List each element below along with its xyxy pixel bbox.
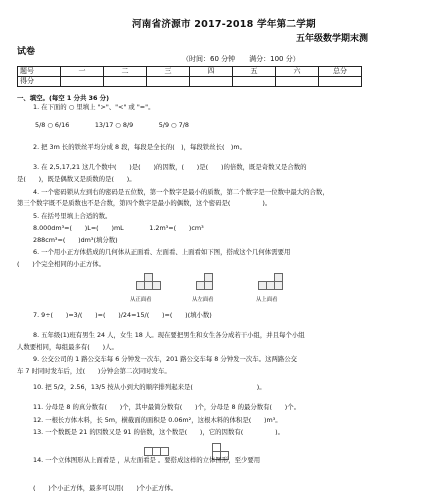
exam-meta: （时间：60 分钟 满分：100 分） (182, 55, 300, 63)
question-line: 5. 在括号里填上合适的数。 (33, 212, 112, 220)
table-cell: 总分 (319, 67, 362, 77)
question-line: 第三个数字既不是质数也不是合数，第四个数字是最小的偶数，这个密码是( )。 (17, 199, 272, 207)
table-cell[interactable] (276, 77, 319, 87)
table-cell[interactable] (104, 77, 147, 87)
score-table-header-row (18, 67, 362, 77)
question-line: 车 7 时同时发车后，过( )分钟会第二次同时发车。 (17, 367, 171, 375)
table-cell[interactable] (61, 77, 104, 87)
table-cell: 一 (61, 67, 104, 77)
figure-label: 从左面看 (192, 297, 214, 303)
question-line: 7. 9÷( )=3/( )=( )/24=15/( )=( )(填小数) (33, 311, 212, 319)
score-table (17, 66, 362, 87)
front-view-figure (136, 272, 166, 290)
question-line: 人数要相同，每组最多有( )人。 (17, 343, 118, 351)
question-line: 是( )，既是偶数又是质数的是( )。 (17, 175, 136, 183)
table-cell: 五 (233, 67, 276, 77)
table-cell: 四 (190, 67, 233, 77)
table-cell[interactable] (147, 77, 190, 87)
exam-subtitle-2: 试卷 (17, 47, 36, 57)
figure-label: 从上面看 (256, 297, 278, 303)
table-cell: 二 (104, 67, 147, 77)
left-view-figure (196, 272, 226, 290)
question-line: 13. 一个数既是 21 的因数又是 91 的倍数，这个数是( )，它的因数有( )。 (33, 428, 285, 436)
table-cell: 三 (147, 67, 190, 77)
table-cell[interactable] (190, 77, 233, 87)
table-cell: 得分 (18, 77, 61, 87)
table-cell[interactable] (319, 77, 362, 87)
question-line: 4. 一个密码锁从左到右的密码是五位数，第一个数字是最小的质数，第二个数字是一位数中最大的合数， (33, 188, 329, 196)
figure-label: 从正面看 (130, 297, 152, 303)
score-table-score-row (18, 77, 362, 87)
question-line: 8. 五年级(1)班有男生 24 人，女生 18 人。现在要把男生和女生各分成若干小组，并且每个小组 (33, 331, 305, 339)
question-line: ( )个小正方体，最多可以用( )个小正方体。 (33, 484, 178, 492)
question-line: 6. 一个用小正方体搭成的几何体从正面看、左面看、上面看如下图，搭成这个几何体需要用 (33, 248, 291, 256)
question-line: 9. 公交公司的 1 路公交车每 6 分钟发一次车，201 路公交车每 8 分钟发一次车。这两路公交 (33, 355, 298, 363)
top-view-figure (258, 272, 288, 290)
section-heading: 一、填空。(每空 1 分共 36 分) (17, 94, 109, 102)
question-line: 12. 一根长方体木料，长 5m，横截面的面积是 0.06m²，这根木料的体积是( )m³。 (33, 416, 282, 424)
question-line: 10. 把 5/2，2.56，13/5 按从小到大的顺序排列起来是( )。 (33, 383, 266, 391)
question-line: 1. 在下面的 ○ 里填上 ">"、"<" 或 "="。 (33, 103, 155, 111)
question-line: 5/8 ○ 6/16 13/17 ○ 8/9 5/9 ○ 7/8 (35, 121, 189, 129)
question-line: 11. 分母是 8 的真分数有( )个，其中最简分数有( )个，分母是 8 的最分数有( )个。 (33, 403, 301, 411)
table-cell: 六 (276, 67, 319, 77)
exam-title: 河南省济源市 2017-2018 学年第二学期 (132, 19, 316, 30)
question-line: ( )个完全相同的小正方体。 (17, 260, 106, 268)
table-cell: 题号 (18, 67, 61, 77)
table-cell[interactable] (233, 77, 276, 87)
question-line: 2. 把 3m 长的铁丝平均分成 8 段，每段是全长的( )，每段铁丝长( )m。 (33, 143, 246, 151)
question-line: 3. 在 2,5,17,21 这几个数中( )是( )的因数，( )是( )的倍数，既是奇数又是合数的 (33, 163, 307, 171)
question-line: 14. 一个立体图形从上面看是 ，从左面看是 。要搭成这样的立体图形，至少要用 (33, 456, 261, 464)
question-line: 8.000dm³=( )L=( )mL 1.2m³=( )cm³ (33, 224, 204, 232)
question-line: 288cm³=( )dm³(填分数) (33, 236, 118, 244)
exam-subtitle: 五年级数学期末测 (296, 34, 369, 44)
